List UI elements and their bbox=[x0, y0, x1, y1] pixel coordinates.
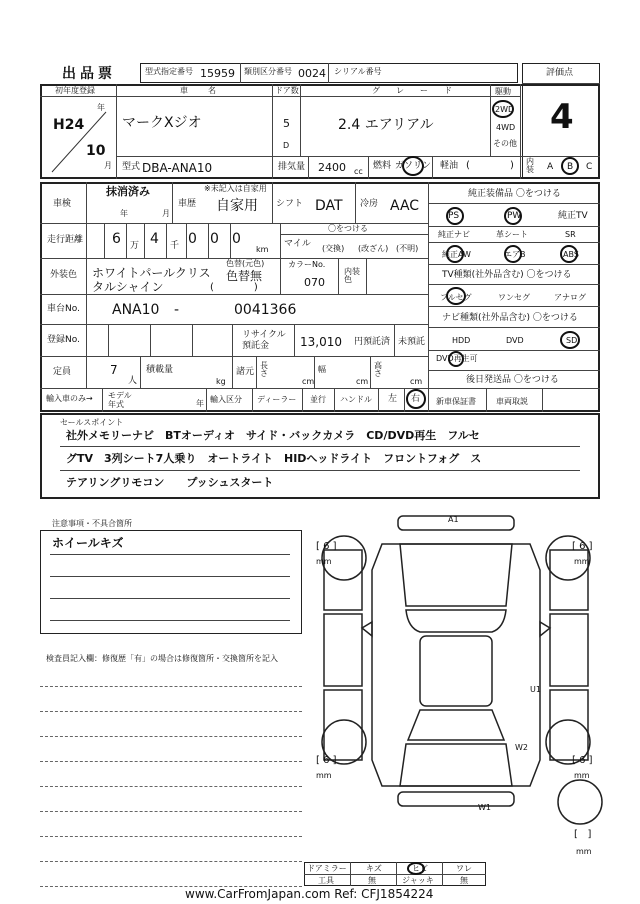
inspector-label: 検査員記入欄：修復歴「有」の場合は修復箇所・交換箇所を記入 bbox=[46, 654, 278, 663]
chassis-prefix: ANA10 bbox=[112, 302, 160, 318]
tread-fl: [ 6 ] bbox=[316, 541, 337, 552]
equip-aw: 純正AW bbox=[442, 250, 471, 259]
page-title: 出品票 bbox=[62, 66, 116, 82]
spec-box bbox=[140, 63, 518, 83]
inspector-line bbox=[40, 836, 302, 837]
sales-label: セールスポイント bbox=[60, 418, 124, 427]
cm-unit: cm bbox=[410, 377, 423, 386]
tv-analog: アナログ bbox=[554, 293, 586, 302]
cm-unit: cm bbox=[356, 377, 369, 386]
notes-item-1: ホイールキズ bbox=[52, 536, 124, 550]
mileage-circle-note: 〇をつける bbox=[328, 224, 368, 233]
key-kizu: キズ bbox=[366, 864, 382, 873]
first-reg-year: H24 bbox=[53, 117, 85, 133]
mile-option: マイル bbox=[284, 239, 311, 249]
first-reg-label: 初年度登録 bbox=[55, 86, 95, 95]
drive-label: 駆動 bbox=[495, 87, 511, 96]
displacement-label: 排気量 bbox=[278, 162, 306, 172]
inspection-label: 車検 bbox=[53, 199, 72, 209]
damage-a1: A1 bbox=[448, 515, 459, 524]
tread-fr: [ 6 ] bbox=[572, 541, 593, 552]
tread-rl-value: 6 bbox=[323, 755, 330, 766]
capacity-value: 7 bbox=[110, 363, 118, 377]
dvd-play-circle bbox=[448, 351, 464, 367]
cc-unit: cc bbox=[354, 167, 363, 176]
inspector-line bbox=[40, 761, 302, 762]
kg-unit: kg bbox=[216, 377, 226, 386]
equip-ps: PS bbox=[448, 211, 460, 221]
after-warranty: 新車保証書 bbox=[436, 397, 476, 406]
km-unit: km bbox=[256, 245, 269, 254]
insp-year-unit: 年 bbox=[120, 209, 128, 218]
sen-unit: 千 bbox=[170, 241, 180, 251]
color-change: 色替無 bbox=[226, 269, 263, 283]
mileage-digit: 0 bbox=[210, 231, 219, 247]
width-label: 幅 bbox=[318, 365, 326, 374]
footer-watermark: www.CarFromJapan.com Ref: CFJ1854224 bbox=[185, 887, 434, 901]
equip-ps-circle bbox=[446, 207, 464, 225]
car-name-label: 車名 bbox=[180, 86, 236, 95]
usage-value: 自家用 bbox=[216, 198, 258, 214]
mm-unit: mm bbox=[574, 557, 590, 566]
equip-air: エアB bbox=[504, 250, 526, 259]
color-original-label: 色替(元色) bbox=[226, 259, 265, 268]
equip-sr: SR bbox=[565, 230, 576, 239]
length-label: 長さ bbox=[260, 361, 268, 378]
recycle-label: リサイクル預託金 bbox=[242, 330, 286, 351]
navi-sd: SD bbox=[566, 336, 578, 345]
int-color-label: 内装色 bbox=[344, 267, 360, 284]
equip-leather: 革シート bbox=[496, 230, 528, 239]
damage-w2: W2 bbox=[515, 743, 528, 752]
tv-fullseg-circle bbox=[446, 287, 466, 305]
tread-rr: [ 6 ] bbox=[572, 755, 593, 766]
inspector-line bbox=[40, 686, 302, 687]
key-jack-none: 無 bbox=[460, 876, 468, 885]
mm-unit: mm bbox=[574, 771, 590, 780]
model-value: DBA-ANA10 bbox=[142, 161, 213, 175]
dims-label: 諸元 bbox=[236, 367, 255, 377]
sales-line-1: 社外メモリーナビ BTオーディオ サイド・バックカメラ CD/DVD再生 フルセ bbox=[66, 429, 480, 442]
model-spec-no: 15959 bbox=[200, 67, 235, 80]
tv-title: TV種類(社外品含む) 〇をつける bbox=[442, 270, 572, 280]
slash-divider bbox=[46, 110, 112, 174]
door-code: D bbox=[283, 141, 290, 150]
drive-2wd-circle bbox=[492, 100, 514, 118]
color-label: 外装色 bbox=[50, 270, 78, 280]
navi-dvd: DVD bbox=[506, 336, 524, 345]
mileage-digit: 0 bbox=[232, 231, 241, 247]
ac-label: 冷房 bbox=[360, 199, 379, 209]
model-year-label: モデル年式 bbox=[108, 391, 132, 409]
fuel-label: 燃料 bbox=[373, 161, 392, 171]
mileage-digit: 0 bbox=[188, 231, 197, 247]
drive-other: その他 bbox=[493, 139, 517, 148]
inspector-line bbox=[40, 786, 302, 787]
serial-label: シリアル番号 bbox=[334, 67, 382, 76]
after-manual: 車両取説 bbox=[496, 397, 528, 406]
equip-air-circle bbox=[504, 245, 522, 263]
tread-rl: [ 6 ] bbox=[316, 755, 337, 766]
reg-label: 登録No. bbox=[47, 335, 80, 345]
interior-b: B bbox=[567, 162, 574, 172]
color-no: 070 bbox=[304, 276, 325, 289]
drive-4wd: 4WD bbox=[496, 123, 516, 132]
inspection-value: 抹消済み bbox=[106, 185, 150, 198]
grade-value: 2.4 エアリアル bbox=[338, 117, 434, 133]
tread-spare: [ ] bbox=[574, 829, 592, 840]
car-damage-diagram bbox=[300, 510, 610, 870]
car-name: マークXジオ bbox=[122, 115, 202, 131]
navi-title: ナビ種類(社外品含む) 〇をつける bbox=[442, 313, 578, 323]
insp-month-unit: 月 bbox=[162, 209, 170, 218]
equip-aw-circle bbox=[446, 245, 464, 263]
sales-line-2: グTV 3列シート7人乗り オートライト HIDヘッドライト フロントフォグ ス bbox=[66, 452, 482, 465]
chassis-no: 0041366 bbox=[234, 302, 297, 318]
key-jack: ジャッキ bbox=[402, 876, 434, 885]
tread-fl-value: 6 bbox=[323, 541, 330, 552]
capacity-unit: 人 bbox=[128, 376, 138, 386]
recycle-done: 円預託済 bbox=[354, 337, 391, 347]
interior-c: C bbox=[586, 162, 593, 172]
equip-tv: 純正TV bbox=[558, 211, 588, 221]
key-hibi: ヒビ bbox=[412, 864, 428, 873]
paren-close: ) bbox=[510, 160, 514, 171]
chassis-label: 車台No. bbox=[47, 304, 80, 314]
interior-label: 内装 bbox=[526, 157, 534, 174]
fuel-gas: ガソリン bbox=[395, 161, 432, 171]
key-mirror: ドアミラー bbox=[307, 864, 347, 873]
damage-w1: W1 bbox=[478, 803, 491, 812]
inspector-line bbox=[40, 711, 302, 712]
class-label: 類別区分番号 bbox=[244, 67, 292, 76]
inspector-line bbox=[40, 811, 302, 812]
doors-label: ドア数 bbox=[275, 86, 299, 95]
exchange-option: (交換) bbox=[322, 244, 345, 253]
sales-line-3: テアリングリモコン プッシュスタート bbox=[66, 476, 274, 489]
navi-sd-circle bbox=[560, 331, 580, 349]
score-value: 4 bbox=[550, 97, 574, 137]
drive-2wd: 2WD bbox=[495, 105, 515, 114]
paren-open: ( bbox=[466, 160, 470, 171]
doors-value: 5 bbox=[283, 117, 290, 130]
import-type-label: 輸入区分 bbox=[210, 395, 242, 404]
equip-pw-circle bbox=[504, 207, 522, 225]
capacity-label: 定員 bbox=[53, 367, 72, 377]
after-title: 後日発送品 〇をつける bbox=[466, 375, 559, 385]
mm-unit: mm bbox=[316, 771, 332, 780]
color-no-label: カラーNo. bbox=[288, 260, 326, 269]
handle-left: 左 bbox=[388, 394, 398, 404]
model-spec-label: 型式指定番号 bbox=[145, 67, 193, 76]
cm-unit: cm bbox=[302, 377, 315, 386]
first-reg-month: 10 bbox=[86, 143, 106, 159]
modified-option: (改ざん) bbox=[358, 244, 389, 253]
shift-value: DAT bbox=[315, 198, 343, 214]
equip-title: 純正装備品 〇をつける bbox=[468, 189, 561, 199]
interior-b-circle bbox=[561, 157, 579, 175]
height-label: 高さ bbox=[374, 361, 382, 378]
mileage-digit: 6 bbox=[112, 231, 121, 247]
mileage-digit: 4 bbox=[150, 231, 159, 247]
key-tool: 工具 bbox=[318, 876, 334, 885]
displacement-value: 2400 bbox=[318, 161, 346, 174]
interior-a: A bbox=[547, 162, 554, 172]
handle-right: 右 bbox=[411, 394, 421, 404]
equip-abs-circle bbox=[560, 245, 578, 263]
tread-rr-value: 6 bbox=[579, 755, 586, 766]
key-ware: ワレ bbox=[456, 864, 472, 873]
month-unit: 月 bbox=[104, 161, 112, 170]
usage-note: ※未記入は自家用 bbox=[204, 184, 267, 193]
equip-abs: ABS bbox=[563, 250, 579, 259]
shift-label: シフト bbox=[276, 199, 304, 209]
recycle-value: 13,010 bbox=[300, 335, 342, 349]
load-label: 積載量 bbox=[146, 365, 174, 375]
model-year-unit: 年 bbox=[196, 399, 204, 408]
equip-pw: PW bbox=[507, 211, 522, 221]
mm-unit: mm bbox=[316, 557, 332, 566]
tread-fr-value: 6 bbox=[579, 541, 586, 552]
dealer-option: ディーラー bbox=[257, 395, 297, 404]
recycle-not: 未預託 bbox=[398, 337, 426, 347]
damage-u1: U1 bbox=[530, 685, 541, 694]
ac-value: AAC bbox=[390, 198, 420, 214]
handle-label: ハンドル bbox=[340, 395, 372, 404]
class-no: 0024 bbox=[298, 67, 326, 80]
equip-navi: 純正ナビ bbox=[438, 230, 470, 239]
model-label: 型式 bbox=[122, 162, 141, 172]
key-hibi-circle bbox=[407, 862, 425, 875]
fuel-diesel: 軽油 bbox=[440, 161, 459, 171]
notes-label: 注意事項・不具合箇所 bbox=[52, 519, 132, 528]
inspector-line bbox=[40, 861, 302, 862]
color-value: ホワイトパールクリスタルシャイン bbox=[92, 266, 211, 294]
year-unit: 年 bbox=[97, 103, 105, 112]
navi-hdd: HDD bbox=[452, 336, 471, 345]
import-label: 輸入車のみ→ bbox=[46, 394, 93, 403]
grade-label: グレード bbox=[372, 86, 468, 95]
tv-fullseg: フルセグ bbox=[440, 293, 472, 302]
inspector-line bbox=[40, 736, 302, 737]
chassis-dash: - bbox=[174, 302, 180, 318]
tv-oneseg: ワンセグ bbox=[498, 293, 530, 302]
fuel-gas-circle bbox=[402, 156, 424, 176]
man-unit: 万 bbox=[130, 241, 140, 251]
mileage-label: 走行距離 bbox=[47, 235, 84, 245]
parallel-option: 並行 bbox=[310, 395, 326, 404]
score-label: 評価点 bbox=[546, 68, 574, 78]
usage-label: 車歴 bbox=[178, 199, 197, 209]
handle-right-circle bbox=[406, 389, 426, 409]
mm-unit: mm bbox=[576, 847, 592, 856]
color-paren: ( ) bbox=[210, 282, 258, 293]
unknown-option: (不明) bbox=[396, 244, 419, 253]
key-tool-none: 無 bbox=[368, 876, 376, 885]
dvd-play: DVD再生可 bbox=[436, 354, 478, 363]
